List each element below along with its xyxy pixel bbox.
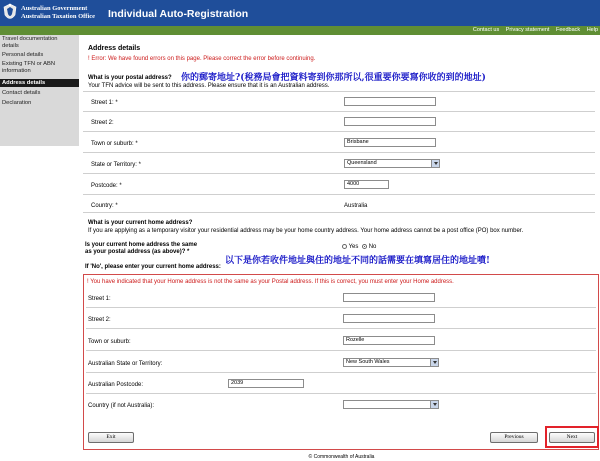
header-banner <box>0 0 600 26</box>
street2-label: Street 2: <box>91 120 114 126</box>
page-title: Address details <box>88 45 141 52</box>
feedback-link[interactable]: Feedback <box>556 27 581 33</box>
divider <box>86 350 596 351</box>
same-address-question-line1: Is your current home address the same <box>85 242 198 248</box>
sidebar-item-travel-documentation[interactable]: Travel documentation details <box>2 36 58 49</box>
yes-radio[interactable] <box>342 244 347 249</box>
divider <box>83 152 595 153</box>
no-label: No <box>368 244 377 251</box>
home-annotation: 以下是你若收件地址與住的地址不同的話需要在填寫居住的地址噴! <box>225 256 490 266</box>
home-state-select[interactable] <box>343 358 439 367</box>
privacy-statement-link[interactable]: Privacy statement <box>505 27 550 33</box>
divider <box>83 212 595 213</box>
home-street2-label: Street 2: <box>88 317 111 323</box>
home-country-label: Country (if not Australia): <box>88 403 155 409</box>
home-street2-input[interactable] <box>343 314 435 323</box>
home-address-hint: If you are applying as a temporary visitor your residential address may be your home country address. Your home address cannot be a post office (PO) box number. <box>88 228 524 234</box>
street1-input[interactable] <box>344 97 436 106</box>
sidebar-item-personal-details[interactable]: Personal details <box>2 52 44 58</box>
top-nav <box>0 26 600 35</box>
postal-hint: Your TFN advice will be sent to this address. Please ensure that it is an Australian address. <box>88 83 330 89</box>
town-input[interactable]: Brisbane <box>344 138 436 147</box>
sidebar-item-address-details[interactable]: Address details <box>0 79 79 87</box>
contact-us-link[interactable]: Contact us <box>472 27 500 33</box>
street2-input[interactable] <box>344 117 436 126</box>
home-town-label: Town or suburb: <box>88 339 131 345</box>
sidebar-item-declaration[interactable]: Declaration <box>2 100 32 106</box>
divider <box>86 372 596 373</box>
same-address-radio-group <box>342 244 376 250</box>
home-postcode-input[interactable]: 2039 <box>228 379 304 388</box>
state-label: State or Territory: * <box>91 162 141 168</box>
ato-logo <box>2 2 100 24</box>
sidebar-item-contact-details[interactable]: Contact details <box>2 90 41 96</box>
divider <box>83 131 595 132</box>
coat-of-arms-icon <box>2 3 18 23</box>
page-error-message: ! Error: We have found errors on this page. Please correct the error before continuing. <box>88 56 316 62</box>
exit-button[interactable]: Exit <box>88 432 134 443</box>
street1-label: Street 1: * <box>91 100 118 106</box>
postcode-input[interactable]: 4000 <box>344 180 389 189</box>
town-label: Town or suburb: * <box>91 141 138 147</box>
app-title: Individual Auto-Registration <box>108 8 249 20</box>
sidebar-item-existing-tfn[interactable]: Existing TFN or ABN information <box>2 61 56 74</box>
if-no-instruction: If 'No', please enter your current home address: <box>85 264 221 270</box>
home-address-question: What is your current home address? <box>88 220 193 226</box>
home-town-input[interactable]: Rozelle <box>343 336 435 345</box>
postal-annotation: 你的郵寄地址?(稅務局會把資料寄到你那所以,很重要你要寫你收的到的地址) <box>181 73 486 83</box>
home-state-select-value: New South Wales <box>346 359 390 365</box>
postal-address-question: What is your postal address? <box>88 75 172 81</box>
logo-line-1: Australian Government <box>21 5 88 12</box>
state-select-value: Queensland <box>347 160 377 166</box>
divider <box>83 91 595 92</box>
divider <box>83 111 595 112</box>
country-value: Australia <box>344 203 368 209</box>
divider <box>86 328 596 329</box>
divider <box>86 307 596 308</box>
previous-button[interactable]: Previous <box>490 432 538 443</box>
divider <box>86 393 596 394</box>
state-select[interactable] <box>344 159 440 168</box>
same-address-question-line2: as your postal address (as above)? * <box>85 249 190 255</box>
postcode-label: Postcode: * <box>91 183 122 189</box>
help-link[interactable]: Help <box>586 27 598 33</box>
home-postcode-label: Australian Postcode: <box>88 382 144 388</box>
home-country-select[interactable] <box>343 400 439 409</box>
divider <box>83 173 595 174</box>
chevron-down-icon <box>430 359 438 366</box>
chevron-down-icon <box>431 160 439 167</box>
country-label: Country: * <box>91 203 118 209</box>
logo-line-2: Australian Taxation Office <box>21 13 96 20</box>
home-street1-input[interactable] <box>343 293 435 302</box>
home-address-error-box <box>83 274 599 450</box>
home-address-error: ! You have indicated that your Home address is not the same as your Postal address. If this is correct, you must enter your Home address. <box>87 279 454 285</box>
yes-label: Yes <box>348 244 359 251</box>
footer-copyright: © Commonwealth of Australia <box>308 454 375 460</box>
home-street1-label: Street 1: <box>88 296 111 302</box>
no-radio[interactable] <box>362 244 367 249</box>
chevron-down-icon <box>430 401 438 408</box>
divider <box>83 194 595 195</box>
next-button[interactable]: Next <box>549 432 595 443</box>
home-state-label: Australian State or Territory: <box>88 361 163 367</box>
sidebar <box>0 35 79 146</box>
